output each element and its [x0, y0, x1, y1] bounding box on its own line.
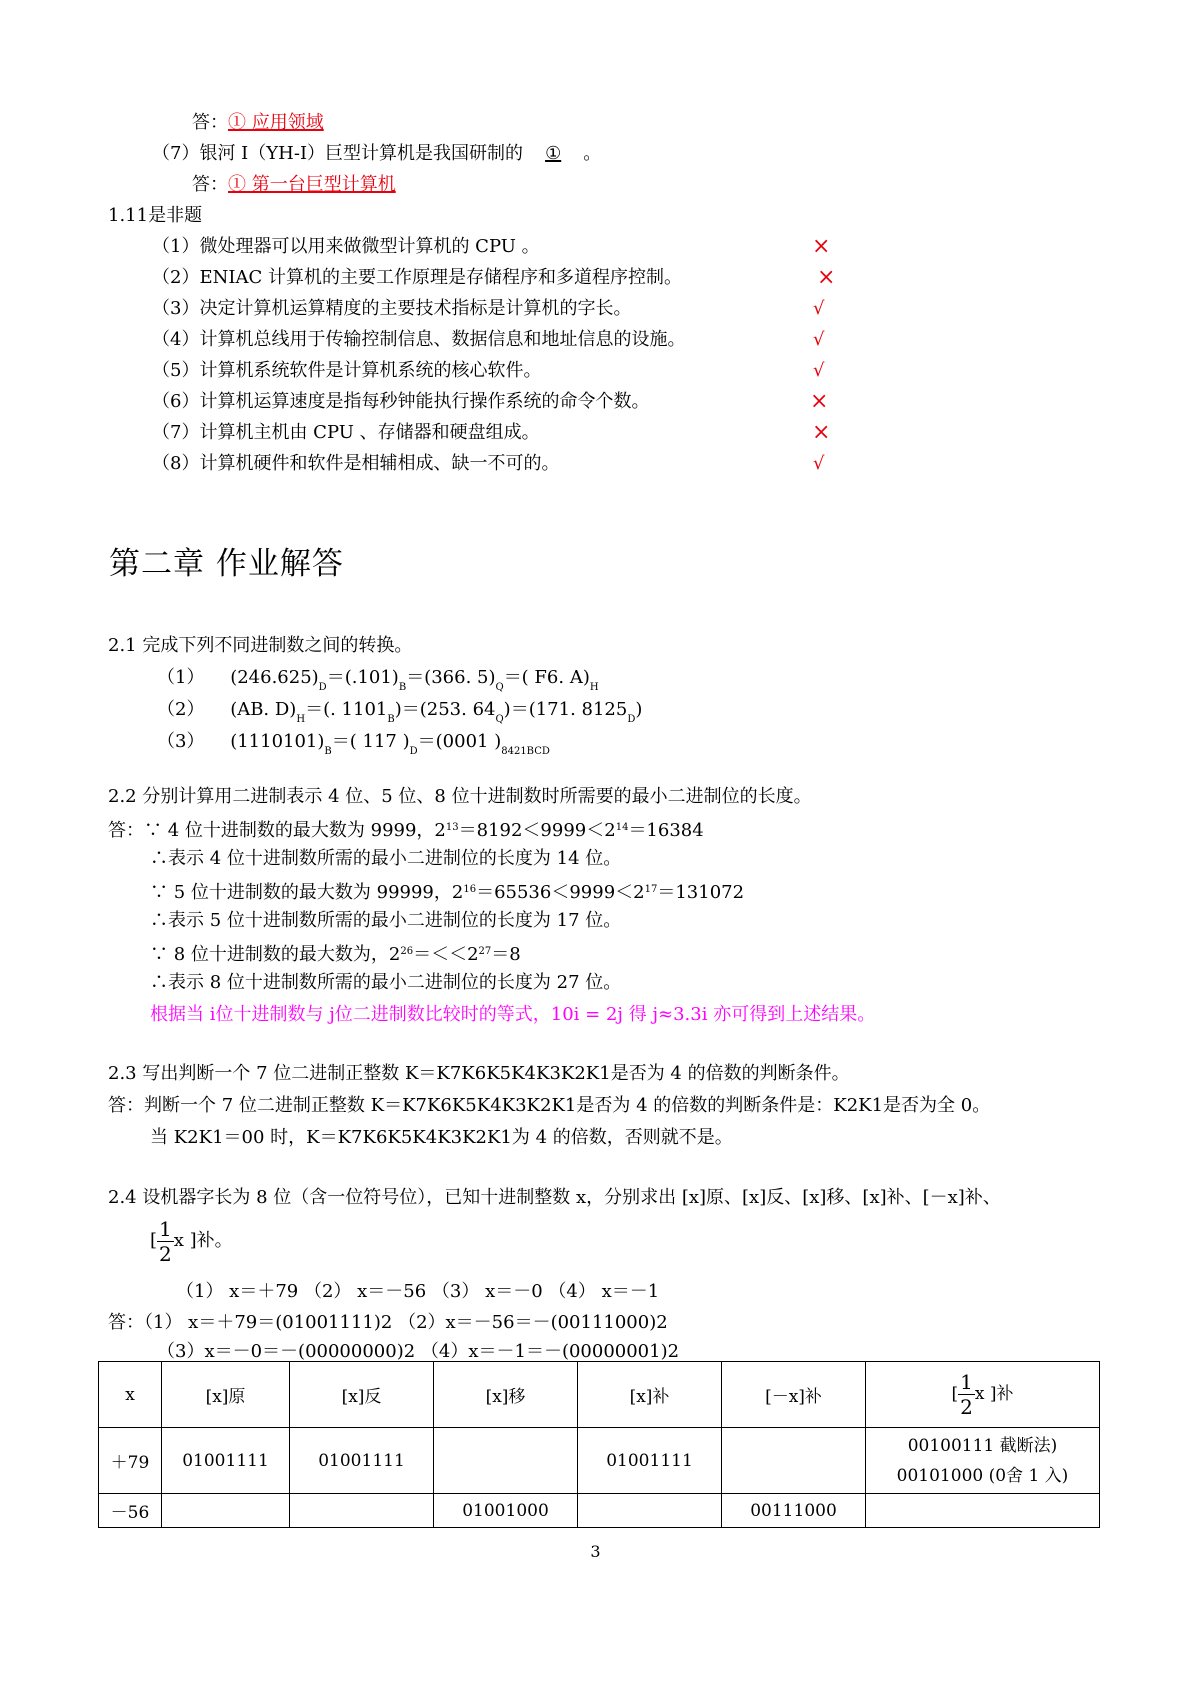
table-cell — [434, 1428, 578, 1494]
text: ＝＜＜2 — [413, 944, 479, 965]
cell-line: 00101000 (0舍 1 入) — [896, 1465, 1069, 1486]
true-false-item: （2）ENIAC 计算机的主要工作原理是存储程序和多道程序控制。 — [152, 267, 682, 288]
value: (1110101) — [230, 731, 325, 752]
text: ＝65536＜9999＜2 — [476, 882, 645, 903]
section-2-2-title: 2.2 分别计算用二进制表示 4 位、5 位、8 位十进制数时所需要的最小二进制位的长度。 — [108, 786, 812, 807]
text: ∵ 5 位十进制数的最大数为 99999，2 — [150, 882, 464, 903]
table-cell: 01001111 — [578, 1428, 722, 1494]
denominator: 2 — [960, 1395, 973, 1419]
bracket-open: [ — [951, 1384, 959, 1404]
exponent: 27 — [478, 946, 492, 957]
base: H — [296, 714, 306, 725]
base: D — [318, 682, 327, 693]
header-cell: [x]反 — [290, 1362, 434, 1428]
true-false-item: （1）微处理器可以用来做微型计算机的 CPU 。 — [152, 236, 540, 257]
wrong-mark: × — [812, 420, 831, 445]
table-cell: 01001000 — [434, 1494, 578, 1528]
answer-table — [98, 1361, 1100, 1528]
answer-line — [150, 878, 744, 905]
table-cell: －56 — [99, 1494, 162, 1528]
exponent: 26 — [400, 946, 414, 957]
question-7-end: 。 — [583, 143, 602, 164]
chapter-title: 第二章 作业解答 — [109, 546, 344, 582]
true-false-item: （3）决定计算机运算精度的主要技术指标是计算机的字长。 — [152, 298, 632, 319]
base: B — [324, 746, 332, 757]
fraction — [958, 1372, 975, 1417]
check-mark: √ — [813, 298, 825, 319]
cases-line: （1） x＝＋79 （2） x＝－56 （3） x＝－0 （4） x＝－1 — [176, 1281, 660, 1302]
answer-line — [108, 816, 704, 843]
note-line: 根据当 i位十进制数与 j位二进制数比较时的等式，10i = 2j 得 j≈3.3i 亦可得到上述结果。 — [150, 1004, 876, 1025]
table-cell — [578, 1494, 722, 1528]
wrong-mark: × — [810, 389, 829, 414]
exponent: 14 — [615, 822, 629, 833]
answer-6-value: ① 应用领域 — [228, 112, 324, 133]
value: ＝( F6. A) — [503, 667, 590, 688]
header-cell: [x]移 — [434, 1362, 578, 1428]
table-cell: ＋79 — [99, 1428, 162, 1494]
bracket-open: [ — [150, 1230, 158, 1251]
text: ∵ 8 位十进制数的最大数为，2 — [150, 944, 401, 965]
table-cell — [866, 1428, 1100, 1494]
answer-7-value: ① 第一台巨型计算机 — [228, 174, 396, 195]
header-cell-half — [866, 1362, 1100, 1428]
text: ＝8 — [491, 944, 521, 965]
header-cell: [x]原 — [162, 1362, 290, 1428]
answer-line: 当 K2K1＝00 时，K＝K7K6K5K4K3K2K1为 4 的倍数，否则就不是。 — [150, 1127, 733, 1148]
answer-prefix: 答： — [192, 174, 228, 195]
text: ＝8192＜9999＜2 — [458, 820, 616, 841]
table-cell: 01001111 — [162, 1428, 290, 1494]
text: x ]补 — [974, 1384, 1014, 1404]
true-false-item: （7）计算机主机由 CPU 、存储器和硬盘组成。 — [152, 422, 540, 443]
check-mark: √ — [813, 329, 825, 350]
base: D — [627, 714, 636, 725]
table-cell — [290, 1494, 434, 1528]
table-cell — [722, 1428, 866, 1494]
base: H — [589, 682, 599, 693]
row-label: （2） — [157, 699, 205, 720]
answer-7 — [192, 173, 396, 197]
base: 8421BCD — [501, 746, 550, 757]
denominator: 2 — [159, 1241, 172, 1266]
answer-line — [150, 940, 521, 967]
wrong-mark: × — [817, 265, 836, 290]
base: Q — [495, 682, 504, 693]
section-2-3-title: 2.3 写出判断一个 7 位二进制正整数 K＝K7K6K5K4K3K2K1是否为 4 的倍数的判断条件。 — [108, 1063, 850, 1084]
answer-line: ∴表示 4 位十进制数所需的最小二进制位的长度为 14 位。 — [150, 848, 622, 869]
text: ＝16384 — [628, 820, 704, 841]
check-mark: √ — [813, 453, 825, 474]
text: ＝131072 — [657, 882, 745, 903]
numerator: 1 — [159, 1216, 172, 1241]
conversion-row-2 — [157, 698, 642, 732]
exponent: 13 — [445, 822, 459, 833]
answer-line: （3）x＝－0＝－(00000000)2 （4）x＝－1＝－(00000001)2 — [157, 1341, 680, 1362]
text: 答：∵ 4 位十进制数的最大数为 9999，2 — [108, 820, 446, 841]
conversion-row-3 — [157, 730, 550, 764]
value: ＝(366. 5) — [406, 667, 496, 688]
value: ＝(.101) — [326, 667, 399, 688]
exponent: 16 — [463, 884, 477, 895]
value: ＝(0001 ) — [417, 731, 502, 752]
answer-line: 答：判断一个 7 位二进制正整数 K＝K7K6K5K4K3K2K1是否为 4 的倍数的判断条件是：K2K1是否为全 0。 — [108, 1095, 991, 1116]
answer-6 — [192, 111, 324, 135]
value: )＝(171. 8125 — [503, 699, 628, 720]
fraction — [157, 1216, 174, 1266]
value: ＝( 117 ) — [331, 731, 410, 752]
header-cell: [x]补 — [578, 1362, 722, 1428]
row-label: （3） — [157, 731, 205, 752]
true-false-item: （4）计算机总线用于传输控制信息、数据信息和地址信息的设施。 — [152, 329, 686, 350]
section-2-4-title-cont — [150, 1214, 233, 1268]
true-false-item: （8）计算机硬件和软件是相辅相成、缺一不可的。 — [152, 453, 560, 474]
table-cell — [866, 1494, 1100, 1528]
wrong-mark: × — [812, 234, 831, 259]
conversion-row-1 — [157, 666, 599, 700]
table-cell: 01001111 — [290, 1428, 434, 1494]
check-mark: √ — [813, 360, 825, 381]
header-cell: x — [99, 1362, 162, 1428]
question-7-text: （7）银河 I（YH-I）巨型计算机是我国研制的 — [152, 143, 524, 164]
value: (AB. D) — [230, 699, 297, 720]
section-1-11-title: 1.11是非题 — [108, 205, 203, 226]
base: D — [409, 746, 418, 757]
header-cell: [－x]补 — [722, 1362, 866, 1428]
section-2-4-title: 2.4 设机器字长为 8 位（含一位符号位），已知十进制整数 x，分别求出 [x]原、[x]反、[x]移、[x]补、[－x]补、 — [108, 1187, 1001, 1208]
page-number: 3 — [590, 1542, 601, 1561]
row-label: （1） — [157, 667, 205, 688]
answer-line: ∴表示 5 位十进制数所需的最小二进制位的长度为 17 位。 — [150, 910, 622, 931]
base: B — [387, 714, 395, 725]
true-false-item: （5）计算机系统软件是计算机系统的核心软件。 — [152, 360, 542, 381]
true-false-item: （6）计算机运算速度是指每秒钟能执行操作系统的命令个数。 — [152, 391, 650, 412]
value: (246.625) — [230, 667, 319, 688]
text: x ]补。 — [173, 1230, 233, 1251]
numerator: 1 — [960, 1370, 973, 1394]
table-cell — [162, 1494, 290, 1528]
value: ＝(. 1101 — [305, 699, 388, 720]
base: Q — [495, 714, 504, 725]
answer-prefix: 答： — [192, 112, 228, 133]
answer-line: 答：（1） x＝＋79＝(01001111)2 （2）x＝－56＝－(00111000)2 — [108, 1312, 668, 1333]
table-header-row — [99, 1362, 1100, 1428]
exponent: 17 — [644, 884, 658, 895]
table-row — [99, 1428, 1100, 1494]
question-7 — [152, 142, 601, 166]
table-row — [99, 1494, 1100, 1528]
cell-line: 00100111 截断法) — [907, 1435, 1058, 1456]
question-7-blank: ① — [545, 143, 562, 164]
value: )＝(253. 64 — [394, 699, 496, 720]
answer-line: ∴表示 8 位十进制数所需的最小二进制位的长度为 27 位。 — [150, 972, 622, 993]
value: ) — [635, 699, 643, 720]
section-2-1-title: 2.1 完成下列不同进制数之间的转换。 — [108, 635, 413, 656]
base: B — [398, 682, 407, 693]
table-cell: 00111000 — [722, 1494, 866, 1528]
